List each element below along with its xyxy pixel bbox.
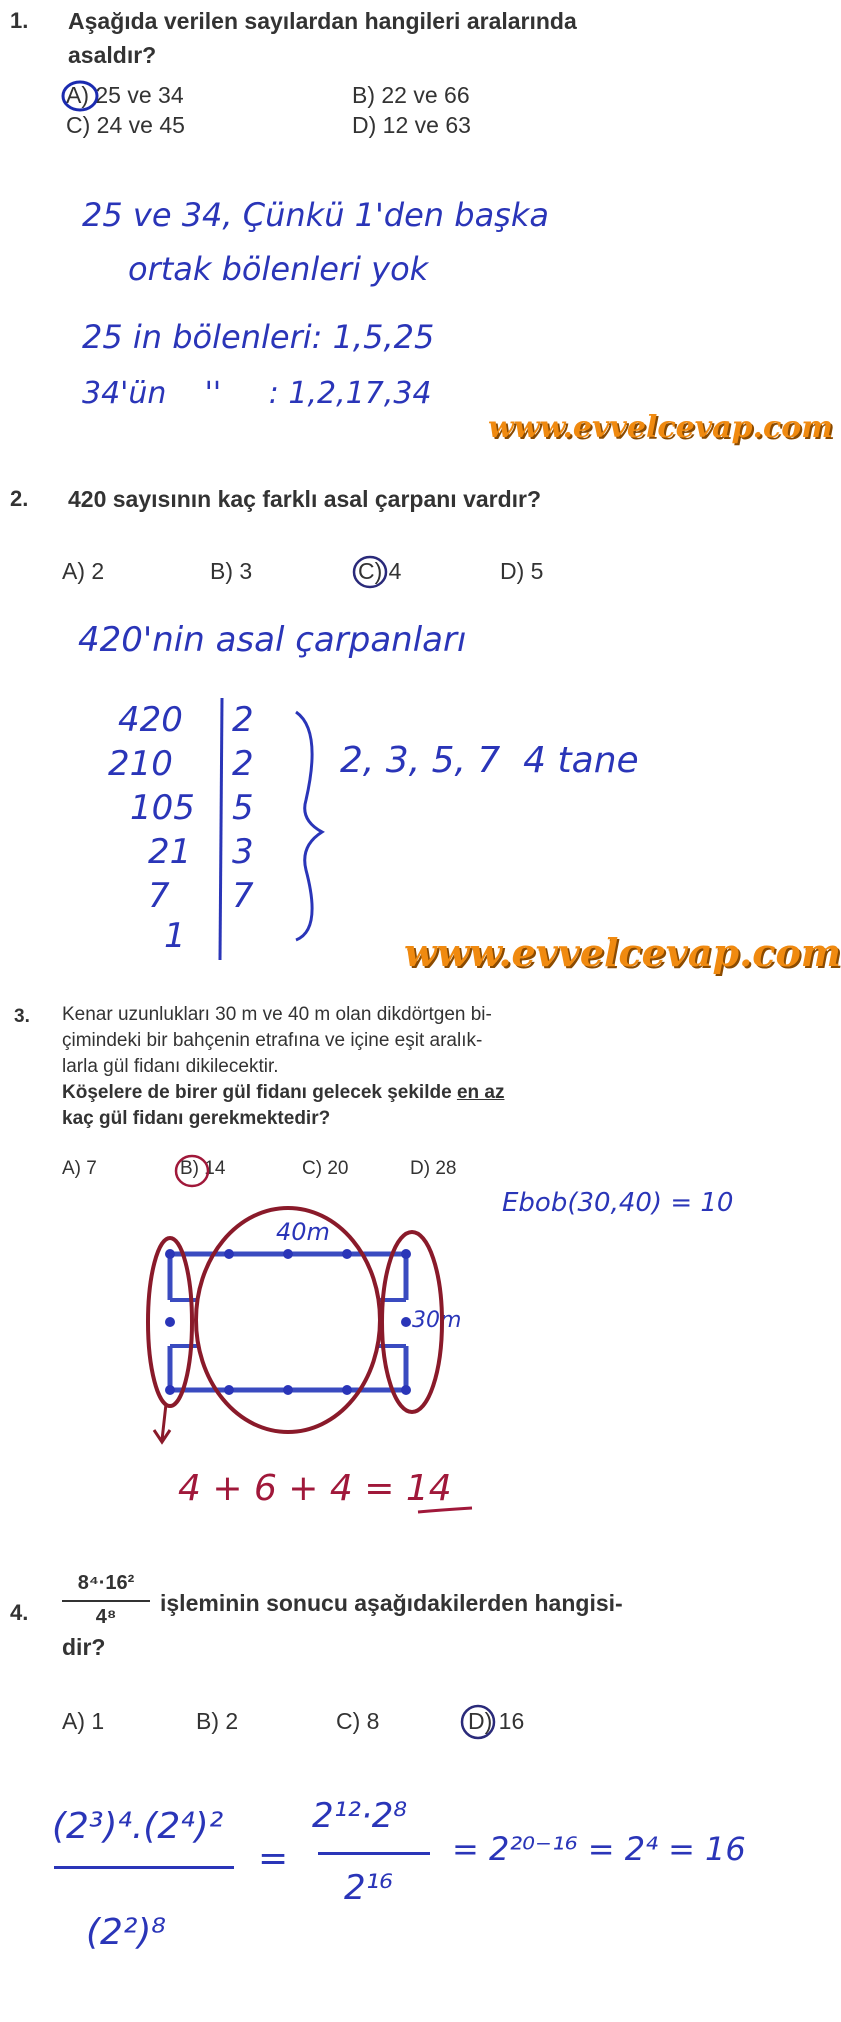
q1-option-b[interactable]: B) 22 ve 66 <box>352 82 470 108</box>
q2-div-left-5: 1 <box>164 916 186 956</box>
q4-frac-num: 8⁴·16² <box>77 1572 135 1594</box>
q3-label-30: 30m <box>412 1308 462 1333</box>
rose-dot <box>165 1249 175 1259</box>
q2-div-left-2: 105 <box>130 788 195 828</box>
rose-dot <box>283 1385 293 1395</box>
q4-sol-mid-num: 2¹²·2⁸ <box>312 1796 407 1836</box>
q3-line1: Kenar uzunlukları 30 m ve 40 m olan dikdörtgen bi- <box>62 1004 492 1025</box>
q2-answer-circle <box>354 557 386 587</box>
q2-div-left-3: 21 <box>148 832 192 872</box>
q2-div-left-1: 210 <box>108 744 173 784</box>
q1-text-line1: Aşağıda verilen sayılardan hangileri aralarında <box>68 8 577 34</box>
rose-dot <box>224 1249 234 1259</box>
q1-option-d[interactable]: D) 12 ve 63 <box>352 112 471 138</box>
q4-frac-den: 4⁸ <box>95 1606 117 1628</box>
q2-option-d[interactable]: D) 5 <box>500 558 544 584</box>
q3-option-a[interactable]: A) 7 <box>62 1158 97 1179</box>
q3-sum-underline <box>418 1508 472 1512</box>
q3-line3: larla gül fidanı dikilecektir. <box>62 1056 279 1077</box>
q2-div-left-0: 420 <box>118 700 183 740</box>
q1-hand-line1: 25 ve 34, Çünkü 1'den başka <box>82 196 549 234</box>
q4-option-c[interactable]: C) 8 <box>336 1708 380 1734</box>
q1-hand-line3: 25 in bölenleri: 1,5,25 <box>82 318 435 356</box>
q2-option-a[interactable]: A) 2 <box>62 558 105 584</box>
rose-dot <box>165 1385 175 1395</box>
q2-hand-title: 420'nin asal çarpanları <box>78 620 467 660</box>
q4-option-a[interactable]: A) 1 <box>62 1708 105 1734</box>
q3-number: 3. <box>14 1006 30 1027</box>
q3-group-middle <box>196 1208 380 1432</box>
rose-dot <box>283 1249 293 1259</box>
q2-number: 2. <box>10 486 29 511</box>
q4-option-d[interactable]: D) 16 <box>468 1708 525 1734</box>
q1-number: 1. <box>10 8 29 33</box>
q2-option-c[interactable]: C) 4 <box>358 558 402 584</box>
watermark-1: www.evvelcevap.com <box>488 410 833 445</box>
q4-sol-den: (2²)⁸ <box>86 1912 166 1953</box>
q3-sum: 4 + 6 + 4 = 14 <box>178 1468 452 1509</box>
q4-sol-eq1: = <box>258 1838 289 1879</box>
q3-group-right <box>382 1232 442 1412</box>
q4-sol-mid-den: 2¹⁶ <box>344 1868 393 1908</box>
q3-option-b[interactable]: B) 14 <box>180 1158 226 1179</box>
q2-div-right-4: 7 <box>232 876 254 916</box>
q3-line2: çimindeki bir bahçenin etrafına ve içine eşit aralık- <box>62 1030 483 1051</box>
q2-brace <box>296 712 322 940</box>
q4-text-line2: dir? <box>62 1634 106 1660</box>
q3-option-d[interactable]: D) 28 <box>410 1158 457 1179</box>
q4-text-rest: işleminin sonucu aşağıdakilerden hangisi- <box>160 1590 623 1616</box>
q2-div-right-1: 2 <box>232 744 254 784</box>
q1-text-line2: asaldır? <box>68 42 157 68</box>
q2-division-line <box>220 698 222 960</box>
q1-hand-line4: 34'ün '' : 1,2,17,34 <box>82 376 432 411</box>
rose-dot <box>342 1249 352 1259</box>
q3-ebob: Ebob(30,40) = 10 <box>502 1188 734 1218</box>
q2-text: 420 sayısının kaç farklı asal çarpanı vardır? <box>68 486 542 512</box>
q4-number: 4. <box>10 1600 29 1625</box>
q2-div-right-0: 2 <box>232 700 254 740</box>
watermark-2: www.evvelcevap.com <box>404 930 841 975</box>
rose-dot <box>342 1385 352 1395</box>
q3-option-c[interactable]: C) 20 <box>302 1158 349 1179</box>
q1-hand-line2: ortak bölenleri yok <box>128 250 429 288</box>
q2-div-right-3: 3 <box>232 832 254 872</box>
rose-dot <box>165 1317 175 1327</box>
q2-option-b[interactable]: B) 3 <box>210 558 253 584</box>
q4-answer-circle <box>462 1706 494 1738</box>
rose-dot <box>401 1385 411 1395</box>
q3-arrow <box>154 1404 170 1442</box>
q1-option-c[interactable]: C) 24 ve 45 <box>66 112 185 138</box>
q3-label-40: 40m <box>276 1218 330 1246</box>
q2-div-right-2: 5 <box>232 788 254 828</box>
q1-option-a[interactable]: A) 25 ve 34 <box>66 82 184 108</box>
q3-bold-line1-b: en az <box>456 1082 505 1103</box>
q3-bold-line2: kaç gül fidanı gerekmektedir? <box>62 1108 331 1129</box>
q2-div-left-4: 7 <box>148 876 170 916</box>
q4-sol-rest: = 2²⁰⁻¹⁶ = 2⁴ = 16 <box>452 1830 746 1868</box>
q4-sol-num: (2³)⁴.(2⁴)² <box>52 1806 224 1847</box>
q3-answer-circle <box>176 1156 208 1186</box>
q4-option-b[interactable]: B) 2 <box>196 1708 239 1734</box>
rose-dot <box>224 1385 234 1395</box>
rose-dot <box>401 1249 411 1259</box>
q1-answer-circle <box>63 82 97 110</box>
q3-bold-line1-a: Köşelere de birer gül fidanı gelecek şekilde <box>62 1082 457 1103</box>
q2-result: 2, 3, 5, 7 4 tane <box>340 740 639 781</box>
rose-dot <box>401 1317 411 1327</box>
q3-rose-dots <box>165 1249 411 1395</box>
